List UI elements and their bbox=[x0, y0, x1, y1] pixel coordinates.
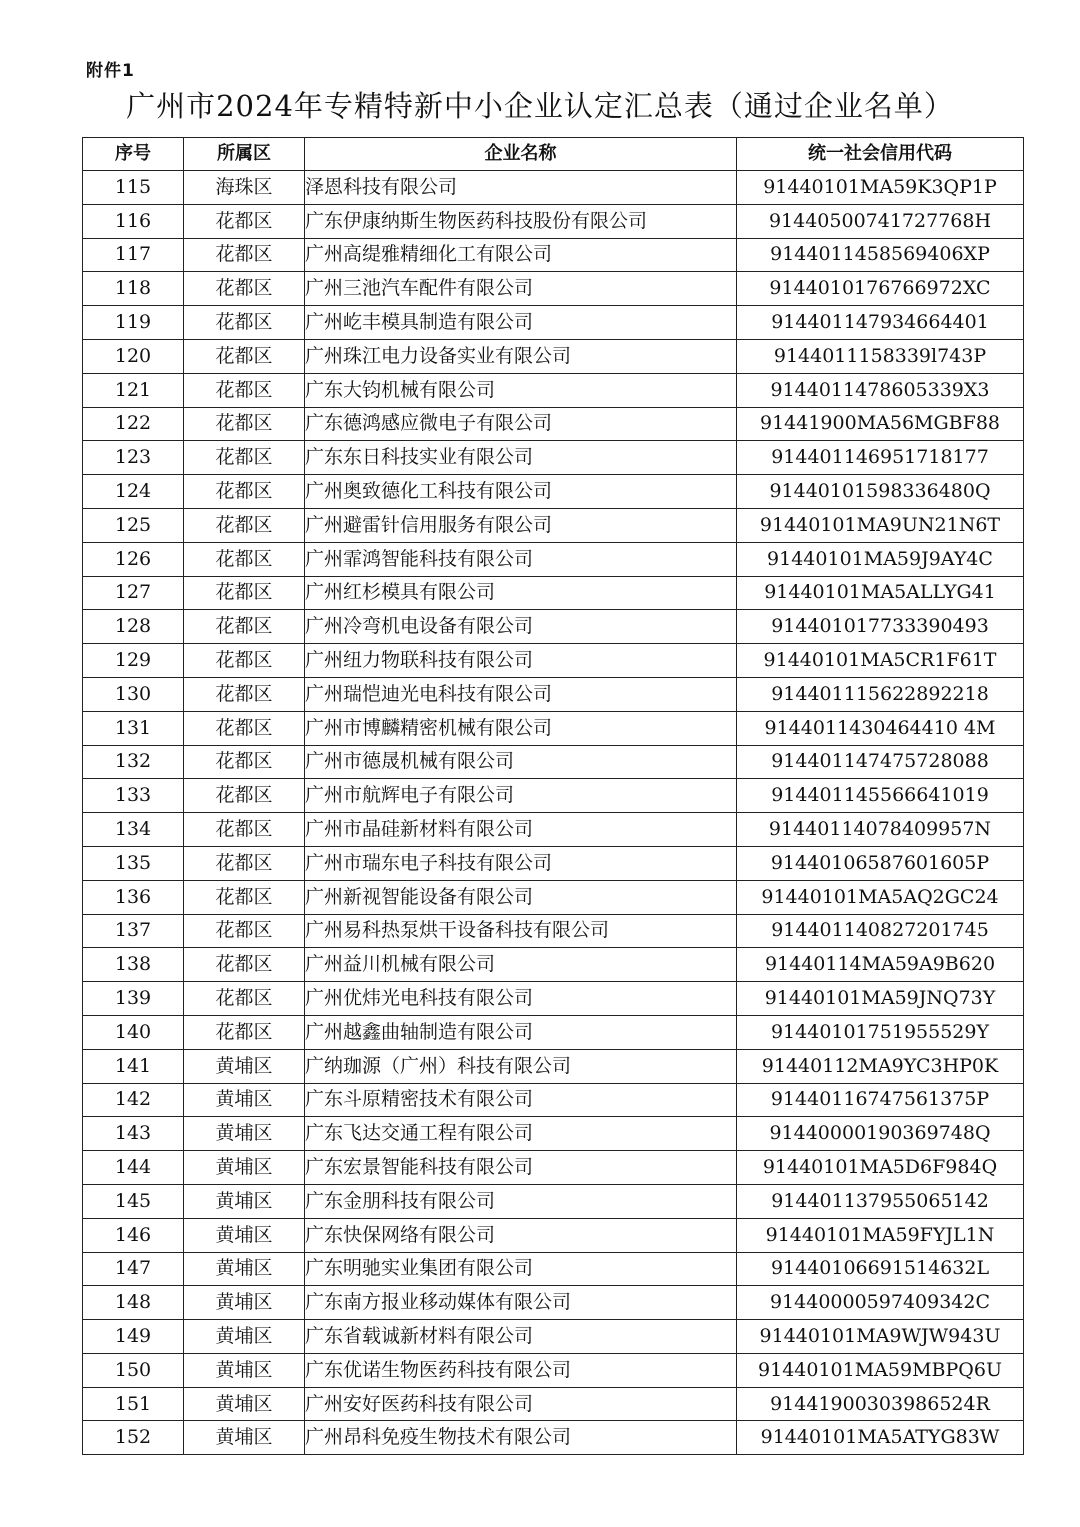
table-row bbox=[83, 610, 1024, 644]
cell-credit-code: 91440101MA5ATYG83W bbox=[737, 1421, 1024, 1455]
cell-seq: 148 bbox=[83, 1286, 184, 1320]
cell-credit-code: 91440101598336480Q bbox=[737, 475, 1024, 509]
document-title: 广州市2024年专精特新中小企业认定汇总表（通过企业名单） bbox=[126, 89, 954, 123]
cell-enterprise-name: 泽恩科技有限公司 bbox=[305, 171, 737, 205]
cell-enterprise-name: 广州越鑫曲轴制造有限公司 bbox=[305, 1015, 737, 1049]
table-row bbox=[83, 306, 1024, 340]
cell-credit-code: 914401146951718177 bbox=[737, 441, 1024, 475]
cell-seq: 135 bbox=[83, 846, 184, 880]
cell-enterprise-name: 广东明驰实业集团有限公司 bbox=[305, 1252, 737, 1286]
table-row bbox=[83, 272, 1024, 306]
cell-district: 海珠区 bbox=[184, 171, 305, 205]
cell-district: 花都区 bbox=[184, 644, 305, 678]
cell-credit-code: 91440101MA59FYJL1N bbox=[737, 1218, 1024, 1252]
cell-enterprise-name: 广东飞达交通工程有限公司 bbox=[305, 1117, 737, 1151]
table-row bbox=[83, 1083, 1024, 1117]
cell-seq: 138 bbox=[83, 948, 184, 982]
cell-enterprise-name: 广州避雷针信用服务有限公司 bbox=[305, 508, 737, 542]
cell-seq: 137 bbox=[83, 914, 184, 948]
cell-credit-code: 9144011430464410 4M bbox=[737, 711, 1024, 745]
cell-credit-code: 91440116747561375P bbox=[737, 1083, 1024, 1117]
cell-district: 黄埔区 bbox=[184, 1049, 305, 1083]
table-row bbox=[83, 982, 1024, 1016]
table-row bbox=[83, 1218, 1024, 1252]
table-row bbox=[83, 745, 1024, 779]
cell-seq: 125 bbox=[83, 508, 184, 542]
cell-district: 花都区 bbox=[184, 779, 305, 813]
cell-credit-code: 91441900303986524R bbox=[737, 1387, 1024, 1421]
cell-credit-code: 9144011458569406XP bbox=[737, 238, 1024, 272]
cell-seq: 120 bbox=[83, 339, 184, 373]
table-row bbox=[83, 948, 1024, 982]
cell-enterprise-name: 广东大钧机械有限公司 bbox=[305, 373, 737, 407]
cell-seq: 143 bbox=[83, 1117, 184, 1151]
cell-district: 花都区 bbox=[184, 238, 305, 272]
table-row bbox=[83, 1320, 1024, 1354]
enterprise-table bbox=[82, 137, 1024, 1455]
cell-enterprise-name: 广州优炜光电科技有限公司 bbox=[305, 982, 737, 1016]
cell-seq: 144 bbox=[83, 1151, 184, 1185]
cell-enterprise-name: 广州霏鸿智能科技有限公司 bbox=[305, 542, 737, 576]
cell-credit-code: 914401145566641019 bbox=[737, 779, 1024, 813]
cell-seq: 124 bbox=[83, 475, 184, 509]
cell-credit-code: 91440000597409342C bbox=[737, 1286, 1024, 1320]
cell-district: 花都区 bbox=[184, 914, 305, 948]
cell-credit-code: 914401147934664401 bbox=[737, 306, 1024, 340]
cell-seq: 117 bbox=[83, 238, 184, 272]
table-header bbox=[83, 138, 1024, 171]
cell-credit-code: 9144011478605339X3 bbox=[737, 373, 1024, 407]
cell-district: 花都区 bbox=[184, 813, 305, 847]
table-row bbox=[83, 1117, 1024, 1151]
cell-seq: 136 bbox=[83, 880, 184, 914]
cell-enterprise-name: 广州益川机械有限公司 bbox=[305, 948, 737, 982]
cell-seq: 132 bbox=[83, 745, 184, 779]
table-row bbox=[83, 407, 1024, 441]
cell-seq: 151 bbox=[83, 1387, 184, 1421]
table-row bbox=[83, 1387, 1024, 1421]
cell-credit-code: 91440114MA59A9B620 bbox=[737, 948, 1024, 982]
cell-enterprise-name: 广州安好医药科技有限公司 bbox=[305, 1387, 737, 1421]
cell-seq: 126 bbox=[83, 542, 184, 576]
cell-credit-code: 91440101751955529Y bbox=[737, 1015, 1024, 1049]
cell-credit-code: 914401137955065142 bbox=[737, 1184, 1024, 1218]
table-row bbox=[83, 1184, 1024, 1218]
cell-district: 花都区 bbox=[184, 508, 305, 542]
cell-enterprise-name: 广东优诺生物医药科技有限公司 bbox=[305, 1353, 737, 1387]
header-district: 所属区 bbox=[184, 138, 305, 171]
cell-district: 花都区 bbox=[184, 711, 305, 745]
cell-district: 黄埔区 bbox=[184, 1083, 305, 1117]
cell-district: 黄埔区 bbox=[184, 1117, 305, 1151]
cell-enterprise-name: 广州昂科免疫生物技术有限公司 bbox=[305, 1421, 737, 1455]
cell-district: 黄埔区 bbox=[184, 1252, 305, 1286]
cell-seq: 146 bbox=[83, 1218, 184, 1252]
cell-enterprise-name: 广州屹丰模具制造有限公司 bbox=[305, 306, 737, 340]
cell-enterprise-name: 广东宏景智能科技有限公司 bbox=[305, 1151, 737, 1185]
table-row bbox=[83, 576, 1024, 610]
cell-enterprise-name: 广州奥致德化工科技有限公司 bbox=[305, 475, 737, 509]
cell-district: 花都区 bbox=[184, 846, 305, 880]
cell-enterprise-name: 广州红杉模具有限公司 bbox=[305, 576, 737, 610]
cell-credit-code: 91440101MA59MBPQ6U bbox=[737, 1353, 1024, 1387]
table-row bbox=[83, 644, 1024, 678]
cell-seq: 134 bbox=[83, 813, 184, 847]
table-row bbox=[83, 779, 1024, 813]
table-row bbox=[83, 1421, 1024, 1455]
cell-seq: 128 bbox=[83, 610, 184, 644]
cell-seq: 140 bbox=[83, 1015, 184, 1049]
cell-seq: 115 bbox=[83, 171, 184, 205]
cell-district: 花都区 bbox=[184, 982, 305, 1016]
cell-district: 花都区 bbox=[184, 1015, 305, 1049]
table-row bbox=[83, 508, 1024, 542]
cell-enterprise-name: 广东东日科技实业有限公司 bbox=[305, 441, 737, 475]
cell-enterprise-name: 广东南方报业移动媒体有限公司 bbox=[305, 1286, 737, 1320]
table-row bbox=[83, 238, 1024, 272]
cell-enterprise-name: 广州新视智能设备有限公司 bbox=[305, 880, 737, 914]
cell-enterprise-name: 广东伊康纳斯生物医药科技股份有限公司 bbox=[305, 204, 737, 238]
table-row bbox=[83, 1015, 1024, 1049]
cell-enterprise-name: 广纳珈源（广州）科技有限公司 bbox=[305, 1049, 737, 1083]
cell-district: 黄埔区 bbox=[184, 1387, 305, 1421]
table-row bbox=[83, 204, 1024, 238]
header-seq: 序号 bbox=[83, 138, 184, 171]
cell-seq: 130 bbox=[83, 677, 184, 711]
cell-seq: 122 bbox=[83, 407, 184, 441]
cell-seq: 133 bbox=[83, 779, 184, 813]
cell-enterprise-name: 广州市航辉电子有限公司 bbox=[305, 779, 737, 813]
cell-credit-code: 91440106587601605P bbox=[737, 846, 1024, 880]
cell-credit-code: 9144011158339l743P bbox=[737, 339, 1024, 373]
cell-enterprise-name: 广东省载诚新材料有限公司 bbox=[305, 1320, 737, 1354]
table-header-row bbox=[83, 138, 1024, 171]
cell-enterprise-name: 广州冷弯机电设备有限公司 bbox=[305, 610, 737, 644]
table-row bbox=[83, 846, 1024, 880]
cell-district: 花都区 bbox=[184, 407, 305, 441]
cell-credit-code: 91440101MA5AQ2GC24 bbox=[737, 880, 1024, 914]
cell-credit-code: 91440101MA9UN21N6T bbox=[737, 508, 1024, 542]
cell-credit-code: 914401115622892218 bbox=[737, 677, 1024, 711]
attachment-label: 附件1 bbox=[86, 61, 135, 81]
cell-seq: 145 bbox=[83, 1184, 184, 1218]
cell-credit-code: 91440101MA59J9AY4C bbox=[737, 542, 1024, 576]
table-row bbox=[83, 711, 1024, 745]
cell-credit-code: 91440000190369748Q bbox=[737, 1117, 1024, 1151]
cell-district: 花都区 bbox=[184, 542, 305, 576]
cell-district: 黄埔区 bbox=[184, 1184, 305, 1218]
cell-enterprise-name: 广州市瑞东电子科技有限公司 bbox=[305, 846, 737, 880]
cell-district: 花都区 bbox=[184, 204, 305, 238]
table-row bbox=[83, 1252, 1024, 1286]
cell-district: 花都区 bbox=[184, 948, 305, 982]
table-row bbox=[83, 1151, 1024, 1185]
cell-credit-code: 91441900MA56MGBF88 bbox=[737, 407, 1024, 441]
cell-seq: 147 bbox=[83, 1252, 184, 1286]
cell-district: 黄埔区 bbox=[184, 1218, 305, 1252]
header-enterprise-name: 企业名称 bbox=[305, 138, 737, 171]
cell-credit-code: 91440114078409957N bbox=[737, 813, 1024, 847]
cell-credit-code: 91440101MA9WJW943U bbox=[737, 1320, 1024, 1354]
cell-enterprise-name: 广州市德晟机械有限公司 bbox=[305, 745, 737, 779]
cell-seq: 131 bbox=[83, 711, 184, 745]
cell-credit-code: 91440101MA5D6F984Q bbox=[737, 1151, 1024, 1185]
cell-district: 黄埔区 bbox=[184, 1353, 305, 1387]
cell-seq: 116 bbox=[83, 204, 184, 238]
cell-district: 花都区 bbox=[184, 880, 305, 914]
table-row bbox=[83, 880, 1024, 914]
table-row bbox=[83, 441, 1024, 475]
cell-district: 黄埔区 bbox=[184, 1320, 305, 1354]
table-row bbox=[83, 1049, 1024, 1083]
cell-enterprise-name: 广东快保网络有限公司 bbox=[305, 1218, 737, 1252]
cell-district: 黄埔区 bbox=[184, 1286, 305, 1320]
table-row bbox=[83, 813, 1024, 847]
cell-credit-code: 914401017733390493 bbox=[737, 610, 1024, 644]
table-row bbox=[83, 339, 1024, 373]
cell-district: 黄埔区 bbox=[184, 1421, 305, 1455]
cell-credit-code: 91440112MA9YC3HP0K bbox=[737, 1049, 1024, 1083]
cell-enterprise-name: 广州市晶硅新材料有限公司 bbox=[305, 813, 737, 847]
cell-seq: 139 bbox=[83, 982, 184, 1016]
cell-credit-code: 914401147475728088 bbox=[737, 745, 1024, 779]
cell-credit-code: 91440106691514632L bbox=[737, 1252, 1024, 1286]
table-row bbox=[83, 1286, 1024, 1320]
cell-enterprise-name: 广东斗原精密技术有限公司 bbox=[305, 1083, 737, 1117]
table-row bbox=[83, 373, 1024, 407]
cell-enterprise-name: 广州瑞恺迪光电科技有限公司 bbox=[305, 677, 737, 711]
cell-seq: 118 bbox=[83, 272, 184, 306]
cell-enterprise-name: 广州易科热泵烘干设备科技有限公司 bbox=[305, 914, 737, 948]
cell-credit-code: 9144010176766972XC bbox=[737, 272, 1024, 306]
cell-seq: 149 bbox=[83, 1320, 184, 1354]
cell-credit-code: 914401140827201745 bbox=[737, 914, 1024, 948]
cell-district: 花都区 bbox=[184, 272, 305, 306]
table-body bbox=[83, 171, 1024, 1455]
cell-district: 花都区 bbox=[184, 373, 305, 407]
cell-district: 花都区 bbox=[184, 576, 305, 610]
cell-district: 黄埔区 bbox=[184, 1151, 305, 1185]
cell-enterprise-name: 广州珠江电力设备实业有限公司 bbox=[305, 339, 737, 373]
cell-credit-code: 91440500741727768H bbox=[737, 204, 1024, 238]
cell-enterprise-name: 广州高缇雅精细化工有限公司 bbox=[305, 238, 737, 272]
table-row bbox=[83, 171, 1024, 205]
cell-district: 花都区 bbox=[184, 610, 305, 644]
table-row bbox=[83, 542, 1024, 576]
cell-seq: 152 bbox=[83, 1421, 184, 1455]
cell-district: 花都区 bbox=[184, 441, 305, 475]
header-credit-code: 统一社会信用代码 bbox=[737, 138, 1024, 171]
cell-district: 花都区 bbox=[184, 339, 305, 373]
cell-enterprise-name: 广州三池汽车配件有限公司 bbox=[305, 272, 737, 306]
cell-enterprise-name: 广东德鸿感应微电子有限公司 bbox=[305, 407, 737, 441]
cell-seq: 150 bbox=[83, 1353, 184, 1387]
cell-district: 花都区 bbox=[184, 475, 305, 509]
table-row bbox=[83, 1353, 1024, 1387]
cell-seq: 127 bbox=[83, 576, 184, 610]
cell-seq: 141 bbox=[83, 1049, 184, 1083]
cell-credit-code: 91440101MA59JNQ73Y bbox=[737, 982, 1024, 1016]
table-row bbox=[83, 475, 1024, 509]
cell-seq: 119 bbox=[83, 306, 184, 340]
cell-seq: 142 bbox=[83, 1083, 184, 1117]
cell-district: 花都区 bbox=[184, 745, 305, 779]
cell-credit-code: 91440101MA5ALLYG41 bbox=[737, 576, 1024, 610]
cell-seq: 129 bbox=[83, 644, 184, 678]
cell-credit-code: 91440101MA5CR1F61T bbox=[737, 644, 1024, 678]
table-row bbox=[83, 677, 1024, 711]
cell-credit-code: 91440101MA59K3QP1P bbox=[737, 171, 1024, 205]
cell-enterprise-name: 广东金朋科技有限公司 bbox=[305, 1184, 737, 1218]
table-row bbox=[83, 914, 1024, 948]
cell-seq: 121 bbox=[83, 373, 184, 407]
cell-enterprise-name: 广州市博麟精密机械有限公司 bbox=[305, 711, 737, 745]
cell-district: 花都区 bbox=[184, 677, 305, 711]
cell-district: 花都区 bbox=[184, 306, 305, 340]
cell-enterprise-name: 广州纽力物联科技有限公司 bbox=[305, 644, 737, 678]
cell-seq: 123 bbox=[83, 441, 184, 475]
